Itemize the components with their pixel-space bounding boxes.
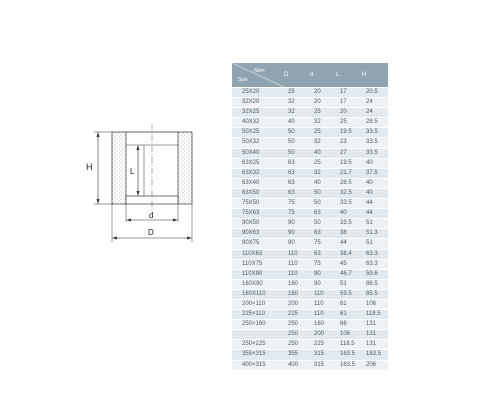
cell-value: 118.5 <box>362 310 388 320</box>
cell-value: 19.5 <box>336 158 362 168</box>
table-row <box>232 259 388 269</box>
dim-label-d-large: D <box>148 228 154 237</box>
cell-value: 46.7 <box>336 269 362 279</box>
cell-value: 20 <box>336 108 362 118</box>
reducer-cross-section-drawing <box>60 110 210 260</box>
cell-size: 40X32 <box>232 118 284 128</box>
table-row <box>232 219 388 229</box>
cell-value: 110 <box>310 299 336 309</box>
cell-value: 32 <box>284 98 310 108</box>
cell-value: 40 <box>362 188 388 198</box>
table-row <box>232 310 388 320</box>
cell-value: 32 <box>310 138 336 148</box>
cell-value: 106 <box>362 299 388 309</box>
cell-value: 21.7 <box>336 168 362 178</box>
cell-value: 163.5 <box>336 350 362 360</box>
cell-value: 131 <box>362 340 388 350</box>
cell-value: 75 <box>310 239 336 249</box>
cell-value: 50 <box>310 199 336 209</box>
cell-value: 17 <box>336 98 362 108</box>
cell-value: 206 <box>362 360 388 370</box>
table-row <box>232 299 388 309</box>
cell-value: 33.5 <box>336 219 362 229</box>
table-row <box>232 320 388 330</box>
cell-value: 50 <box>284 138 310 148</box>
cell-value: 90 <box>284 219 310 229</box>
cell-value: 44 <box>362 199 388 209</box>
table-row <box>232 350 388 360</box>
table-row <box>232 88 388 98</box>
cell-size: 32X20 <box>232 98 284 108</box>
left-wall <box>112 132 126 204</box>
cell-value: 40 <box>310 148 336 158</box>
cell-size: 50X25 <box>232 128 284 138</box>
cell-value: 33.5 <box>336 199 362 209</box>
cell-value: 61 <box>336 299 362 309</box>
header-nom: Nom <box>254 68 265 74</box>
cell-value: 75 <box>284 199 310 209</box>
cell-value: 75 <box>284 209 310 219</box>
table-row <box>232 330 388 340</box>
cell-value: 106 <box>336 330 362 340</box>
cell-value: 23 <box>336 138 362 148</box>
cell-value: 250 <box>284 340 310 350</box>
cell-size: 63X40 <box>232 178 284 188</box>
cell-value: 40 <box>362 158 388 168</box>
cell-value: 250 <box>284 320 310 330</box>
dim-label-d-small: d <box>149 211 154 220</box>
cell-value: 50 <box>284 148 310 158</box>
cell-value: 63 <box>284 168 310 178</box>
cell-value: 28.5 <box>336 178 362 188</box>
cell-value: 225 <box>284 310 310 320</box>
cell-value: 75 <box>310 259 336 269</box>
cell-size: 50X32 <box>232 138 284 148</box>
cell-size: 75X50 <box>232 199 284 209</box>
cell-value: 85.5 <box>362 289 388 299</box>
cell-value: 110 <box>310 310 336 320</box>
header-size: Size <box>238 77 248 83</box>
cell-size: 90X50 <box>232 219 284 229</box>
table-row <box>232 249 388 259</box>
cell-value: 63 <box>310 209 336 219</box>
cell-size: 25X20 <box>232 88 284 98</box>
cell-value: 59.5 <box>336 289 362 299</box>
cell-size: 355×315 <box>232 350 284 360</box>
cell-value: 63 <box>310 229 336 239</box>
cell-size: 110X75 <box>232 259 284 269</box>
cell-value: 20.5 <box>362 88 388 98</box>
cell-value: 110 <box>310 289 336 299</box>
cell-value: 40 <box>310 178 336 188</box>
header-col-L: L <box>336 63 362 88</box>
cell-value: 63 <box>284 158 310 168</box>
cell-value: 50 <box>310 219 336 229</box>
cell-value: 20 <box>310 98 336 108</box>
cell-value: 40 <box>336 209 362 219</box>
cell-size: 160X90 <box>232 279 284 289</box>
table-row <box>232 239 388 249</box>
cell-value: 24 <box>362 108 388 118</box>
cell-value: 160 <box>310 320 336 330</box>
cell-size: 50X40 <box>232 148 284 158</box>
cell-size: 75X63 <box>232 209 284 219</box>
cell-value: 25 <box>310 108 336 118</box>
cell-value: 25 <box>284 88 310 98</box>
cell-value: 110 <box>284 259 310 269</box>
cell-size: 63X50 <box>232 188 284 198</box>
cell-value: 33.5 <box>362 138 388 148</box>
cell-value: 24 <box>362 98 388 108</box>
cell-value: 160 <box>284 279 310 289</box>
cell-value: 51.3 <box>362 229 388 239</box>
cell-value: 131 <box>362 330 388 340</box>
table-row <box>232 360 388 370</box>
cell-value: 50 <box>310 188 336 198</box>
table-row <box>232 118 388 128</box>
table-row <box>232 128 388 138</box>
cell-value: 90 <box>284 229 310 239</box>
cell-value: 25 <box>310 128 336 138</box>
cell-value: 355 <box>284 350 310 360</box>
cell-value: 118.5 <box>336 340 362 350</box>
table-row <box>232 209 388 219</box>
table-row <box>232 199 388 209</box>
table-row <box>232 269 388 279</box>
cell-value: 163.5 <box>336 360 362 370</box>
header-col-d: d <box>310 63 336 88</box>
cell-value: 315 <box>310 360 336 370</box>
cell-size: 225×110 <box>232 310 284 320</box>
cell-value: 40 <box>362 178 388 188</box>
cell-value: 51 <box>336 279 362 289</box>
cell-value: 33.5 <box>362 128 388 138</box>
table-row <box>232 138 388 148</box>
cell-value: 63 <box>284 178 310 188</box>
cell-value: 38 <box>336 229 362 239</box>
cell-value: 315 <box>310 350 336 360</box>
cell-size: 32X25 <box>232 108 284 118</box>
right-wall <box>178 132 192 204</box>
cell-value: 44 <box>336 239 362 249</box>
cell-size: 63X32 <box>232 168 284 178</box>
dim-label-l: L <box>130 167 135 176</box>
table-row <box>232 279 388 289</box>
size-nom-corner <box>232 63 284 88</box>
cell-value: 20 <box>310 88 336 98</box>
cell-value: 33.5 <box>362 148 388 158</box>
cell-size <box>232 330 284 340</box>
spec-table <box>232 63 388 371</box>
table-row <box>232 98 388 108</box>
cell-value: 37.5 <box>362 168 388 178</box>
cell-size: 200×110 <box>232 299 284 309</box>
table-row <box>232 168 388 178</box>
cell-value: 63 <box>310 249 336 259</box>
cell-value: 50 <box>284 128 310 138</box>
cell-value: 19.5 <box>336 128 362 138</box>
cell-value: 28.5 <box>362 118 388 128</box>
cell-value: 27 <box>336 148 362 158</box>
cell-value: 90 <box>284 239 310 249</box>
table-row <box>232 229 388 239</box>
cell-value: 200 <box>310 330 336 340</box>
cell-value: 32 <box>310 168 336 178</box>
cell-value: 32.5 <box>336 188 362 198</box>
cell-value: 63.3 <box>362 259 388 269</box>
cell-value: 250 <box>284 330 310 340</box>
table-header-row <box>232 63 388 88</box>
cell-value: 38.4 <box>336 249 362 259</box>
cell-value: 61 <box>336 310 362 320</box>
cell-size: 90X75 <box>232 239 284 249</box>
table-row <box>232 340 388 350</box>
cell-value: 63 <box>284 188 310 198</box>
cell-value: 59.6 <box>362 269 388 279</box>
cell-value: 32 <box>310 118 336 128</box>
cell-value: 160 <box>284 289 310 299</box>
cell-value: 44 <box>362 209 388 219</box>
cell-value: 45 <box>336 259 362 269</box>
table-row <box>232 158 388 168</box>
cell-value: 90 <box>310 269 336 279</box>
table-row <box>232 188 388 198</box>
cell-value: 183.5 <box>362 350 388 360</box>
cell-size: 110X90 <box>232 269 284 279</box>
cell-value: 25 <box>336 118 362 128</box>
cell-size: 63X25 <box>232 158 284 168</box>
cell-size: 400×315 <box>232 360 284 370</box>
cell-value: 110 <box>284 249 310 259</box>
cell-value: 51 <box>362 219 388 229</box>
cell-value: 25 <box>310 158 336 168</box>
cell-value: 51 <box>362 239 388 249</box>
table-row <box>232 289 388 299</box>
cell-size: 160X110 <box>232 289 284 299</box>
cell-value: 86 <box>336 320 362 330</box>
cell-value: 225 <box>310 340 336 350</box>
cell-value: 400 <box>284 360 310 370</box>
table-row <box>232 148 388 158</box>
cell-size: 250×225 <box>232 340 284 350</box>
table-row <box>232 108 388 118</box>
header-col-H: H <box>362 63 388 88</box>
header-col-D: D <box>284 63 310 88</box>
cell-value: 40 <box>284 118 310 128</box>
table-row <box>232 178 388 188</box>
cell-size: 90X63 <box>232 229 284 239</box>
cell-value: 86.5 <box>362 279 388 289</box>
dim-label-h: H <box>86 162 93 172</box>
cell-size: 110X63 <box>232 249 284 259</box>
cell-value: 110 <box>284 269 310 279</box>
cell-value: 63.3 <box>362 249 388 259</box>
cell-value: 90 <box>310 279 336 289</box>
table-body <box>232 88 388 371</box>
cell-value: 17 <box>336 88 362 98</box>
cell-value: 131 <box>362 320 388 330</box>
cell-value: 200 <box>284 299 310 309</box>
cell-size: 250×160 <box>232 320 284 330</box>
cell-value: 32 <box>284 108 310 118</box>
